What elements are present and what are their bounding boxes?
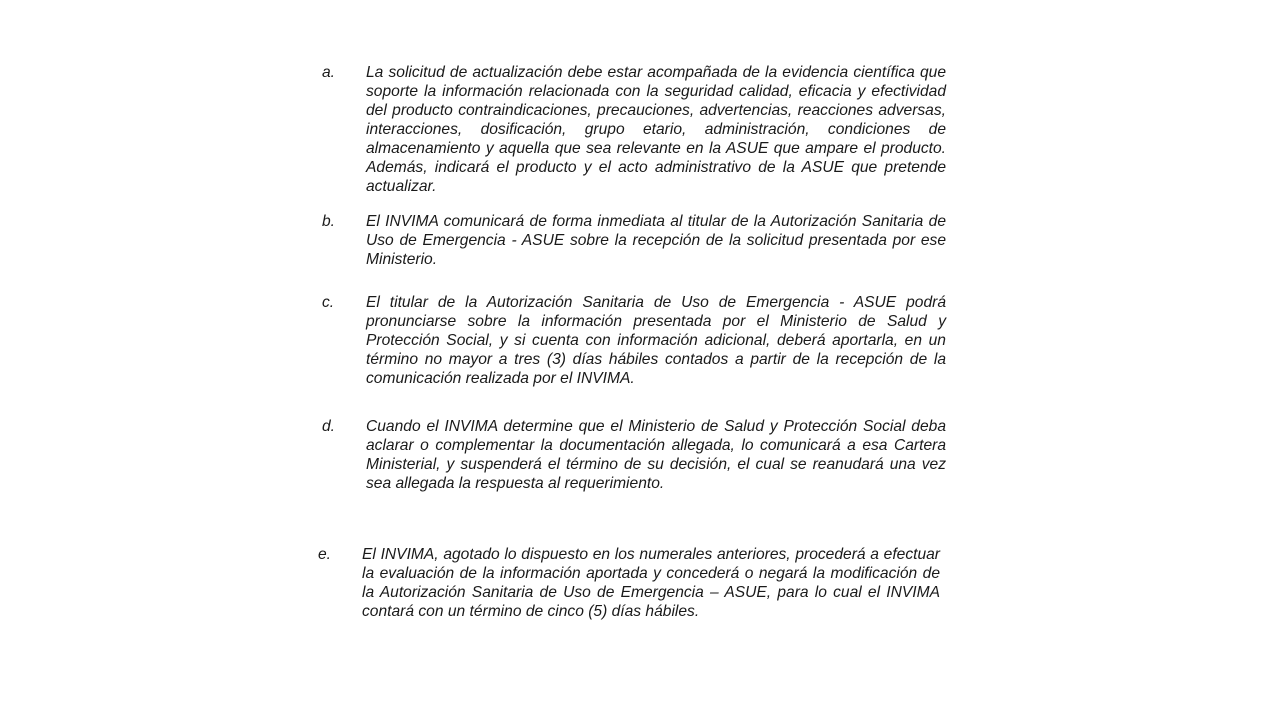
list-item-letter: c.: [322, 294, 335, 311]
list-item-letter: d.: [322, 418, 336, 435]
list-item-letter: b.: [322, 213, 336, 230]
list-item-c: [318, 293, 958, 388]
list-item-letter: e.: [318, 546, 332, 563]
list-item-text: La solicitud de actualización debe estar acompañada de la evidencia científica que soporte la información relacionada con la seguridad calidad, eficacia y efectividad del producto contraindicaciones, precauciones, advertencias, reacciones adversas, interacciones, dosificación, grupo etario, administración, condiciones de almacenamiento y aquella que sea relevante en la ASUE que ampare el producto. Además, indicará el producto y el acto administrativo de la ASUE que pretende actualizar.: [366, 64, 946, 195]
list-item-b: [318, 212, 958, 269]
list-item-text: Cuando el INVIMA determine que el Ministerio de Salud y Protección Social deba aclarar o complementar la documentación allegada, lo comunicará a esa Cartera Ministerial, y suspenderá el término de su decisión, el cual se reanudará una vez sea allegada la respuesta al requerimiento.: [366, 418, 946, 492]
list-item-text: El INVIMA, agotado lo dispuesto en los numerales anteriores, procederá a efectuar la evaluación de la información aportada y concederá o negará la modificación de la Autorización Sanitaria de Uso de Emergencia – ASUE, para lo cual el INVIMA contará con un término de cinco (5) días hábiles.: [362, 546, 940, 620]
list-item-text: El titular de la Autorización Sanitaria de Uso de Emergencia - ASUE podrá pronunciarse sobre la información presentada por el Ministerio de Salud y Protección Social, y si cuenta con información adicional, deberá aportarla, en un término no mayor a tres (3) días hábiles contados a partir de la recepción de la comunicación realizada por el INVIMA.: [366, 294, 946, 387]
list-item-letter: a.: [322, 64, 336, 81]
list-item-d: [318, 417, 958, 493]
list-item-a: [318, 63, 958, 196]
list-item-e: [314, 545, 954, 621]
list-item-text: El INVIMA comunicará de forma inmediata al titular de la Autorización Sanitaria de Uso de Emergencia - ASUE sobre la recepción de la solicitud presentada por ese Ministerio.: [366, 213, 946, 268]
